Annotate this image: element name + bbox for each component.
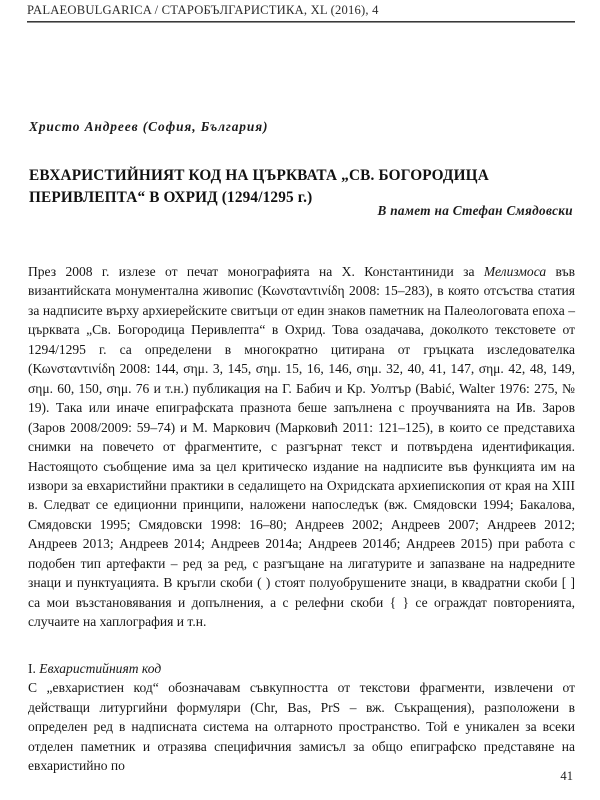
header-rule [27, 21, 575, 23]
body-paragraph-2: С „евхаристиен код“ обозначавам съвкупността от текстови фрагменти, извлечени от действащи литургийни формуляри (Chr, Bas, PrS – вж. Съкращения), разположени в определен ред в надписната система на олтарното пространство. Той е уникален за всеки отделен паметник и отразява специфичния замисъл за общо епиграфско представяне на евхаристийно по [28, 680, 575, 774]
article-body [28, 262, 575, 632]
page-number: 41 [560, 769, 573, 783]
section-title: Евхаристийният код [39, 661, 162, 676]
article-title-line-1: ЕВХАРИСТИЙНИЯТ КОД НА ЦЪРКВАТА „СВ. БОГОРОДИЦА [29, 167, 489, 185]
paragraph-1-italic-term: Мелизмоса [483, 264, 547, 279]
article-dedication: В памет на Стефан Смядовски [377, 203, 573, 218]
running-head: PALAEOBULGARICA / СТАРОБЪЛГАРИСТИКА, XL (2016), 4 [27, 3, 379, 17]
paragraph-1-run-1: През 2008 г. излезе от печат монографията на Х. Константиниди за [28, 264, 484, 279]
section-heading [28, 659, 575, 678]
body-paragraph-1 [28, 262, 575, 632]
article-title-line-2: ПЕРИВЛЕПТА“ В ОХРИД (1294/1295 г.) [29, 189, 313, 207]
article-author: Христо Андреев (София, България) [29, 119, 269, 134]
section-number: I. [28, 661, 40, 676]
section-evharistiyniyat-kod [28, 659, 575, 776]
paragraph-1-run-3: във византийската монументална живопис (Κωνσταντινίδη 2008: 15–283), в която отсъства статия за надписите върху архиерейските свитъци от един знаков паметник на Палеологовата епоха – църквата „Св. Богородица Перивлепта“ в Охрид. Това озадачава, доколкото текстовете от 1294/1295 г. са определени в многократно цитирана от гръцката изследователка (Κωνσταντινίδη 2008: 144, σημ. 3, 145, σημ. 15, 16, 146, σημ. 32, 40, 41, 147, σημ. 42, 48, 149, σημ. 60, 150, σημ. 76 и т.н.) публикация на Г. Бабич и Кр. Уолтър (Babić, Walter 1976: 275, № 19). Така или иначе епиграфската празнота беше запълнена с проучванията на Ив. Заров (Заров 2008/2009: 59–74) и М. Маркович (Марковиħ 2011: 121–125), в които се представиха снимки на повечето от фрагментите, с разгърнат текст и потвърдена идентификация. Настоящото съобщение има за цел критическо издание на надписите във функцията им на извори за евхаристийни практики в седалището на Охридската архиепископия от края на XIII в. Следват се едиционни принципи, наложени напоследък (вж. Смядовски 1994; Бакалова, Смядовски 1995; Смядовски 1998: 16–80; Андреев 2002; Андреев 2007; Андреев 2012; Андреев 2013; Андреев 2014; Андреев 2014а; Андреев 2014б; Андреев 2015) при работа с подобен тип артефакти – ред за ред, с разгъщане на лигатурите и запазване на надредните знаци и пунктуацията. В кръгли скоби ( ) стоят полуобрушените знаци, в квадратни скоби [ ] са мои възстановявания и допълнения, а с релефни скоби { } се ограждат повторенията, случаите на хаплография и т.н. [28, 264, 575, 630]
running-head-area [27, 3, 575, 23]
